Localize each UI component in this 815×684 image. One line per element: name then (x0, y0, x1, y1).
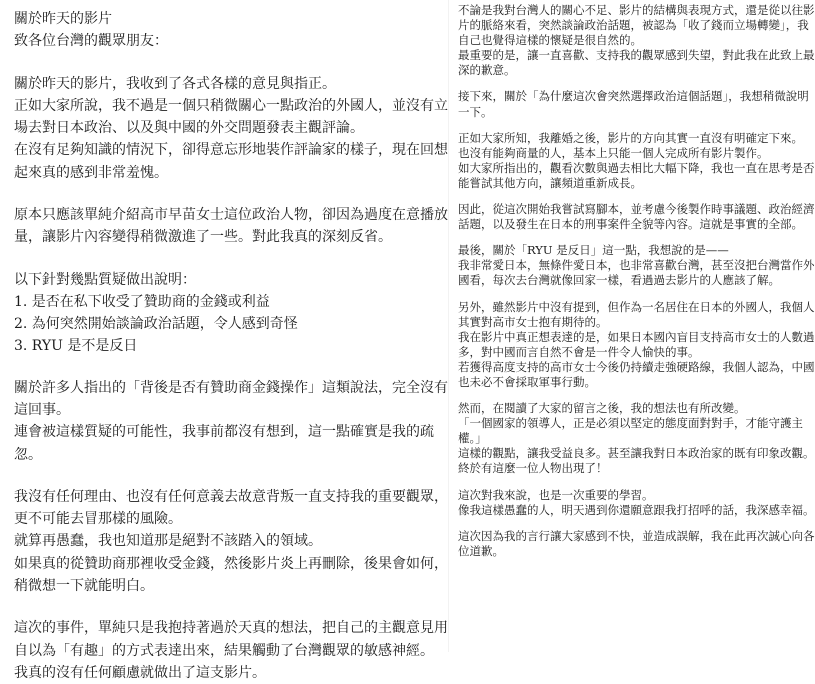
text-line: 就算再愚蠢，我也知道那是絕對不該踏入的領域。 (14, 533, 322, 550)
paragraph (458, 299, 815, 391)
text-line: 位道歉。 (458, 543, 504, 558)
text-line: 正如大家所知，我離婚之後，影片的方向其實一直沒有明確定下來。 (458, 130, 803, 145)
paragraph (14, 8, 443, 53)
paragraph (458, 202, 815, 232)
text-line: 正如大家所說，我不過是一個只稍微關心一點政治的外國人，並沒有立 (14, 97, 448, 114)
text-line: 能嘗試其他方向，讓頻道重新成長。 (458, 175, 642, 190)
paragraph (14, 377, 448, 466)
paragraph (14, 617, 448, 684)
text-line: 原本只應該單純介紹高市早苗女士這位政治人物，卻因為過度在意播放 (14, 207, 448, 224)
text-line: 我非常愛日本，無條件愛日本，也非常喜歡台灣，甚至沒把台灣當作外 (458, 258, 815, 273)
text-line: 在沒有足夠知識的情況下，卻得意忘形地裝作評論家的樣子，現在回想 (14, 142, 448, 159)
text-line: 接下來，關於「為什麼這次會突然選擇政治這個話題」，我想稍微說明 (458, 89, 809, 104)
text-line: 這次因為我的言行讓大家感到不快，並造成誤解，我在此再次誠心向各 (458, 528, 815, 543)
text-line: 最後，關於「RYU 是反日」這一點，我想說的是—— (458, 243, 729, 258)
text-line: 不論是我對台灣人的關心不足、影片的結構與表現方式，還是從以往影 (458, 3, 815, 17)
paragraph (458, 89, 809, 119)
text-line: 我沒有任何理由、也沒有任何意義去故意背叛一直支持我的重要觀眾， (14, 488, 448, 505)
text-line: 這次的事件，單純只是我抱持著過於天真的想法，把自己的主觀意見用 (14, 620, 448, 637)
text-line: 自以為「有趣」的方式表達出來，結果觸動了台灣觀眾的敏感神經。 (14, 642, 434, 659)
text-line: 忽。 (14, 446, 42, 463)
text-line: 也未必不會採取軍事行動。 (458, 374, 596, 389)
text-line: 3. RYU 是不是反日 (14, 337, 138, 354)
text-line: 1. 是否在私下收受了贊助商的金錢或利益 (14, 293, 270, 310)
text-line: 自己也覺得這樣的懷疑是很自然的。 (458, 33, 642, 48)
text-line: 以下針對幾點質疑做出說明： (14, 271, 196, 288)
text-line: 2. 為何突然開始談論政治話題，令人感到奇怪 (14, 315, 298, 332)
text-line: 這次對我來說，也是一次重要的學習。 (458, 487, 654, 502)
paragraph (14, 269, 443, 357)
text-line: 如果真的從贊助商那裡收受金錢，然後影片炎上再刪除，後果會如何， (14, 555, 448, 572)
text-line: 這樣的觀點，讓我受益良多。甚至讓我對日本政治家的既有印象改觀。 (458, 446, 815, 461)
text-line: 片的脈絡來看，突然談論政治話題，被認為「收了錢而立場轉變」，我 (458, 18, 809, 33)
text-line: 關於昨天的影片 (14, 11, 112, 27)
text-line: 若獲得高度支持的高市女士今後仍持續走強硬路線，我個人認為，中國 (458, 359, 815, 374)
text-line: 關於許多人指出的「背後是否有贊助商金錢操作」這類說法，完全沒有 (14, 379, 448, 396)
text-line: 連會被這樣質疑的可能性，我事前都沒有想到，這一點確實是我的疏 (14, 424, 434, 441)
text-line: 另外，雖然影片中沒有提到，但作為一名居住在日本的外國人，我個人 (458, 299, 815, 314)
text-line: 其實對高市女士抱有期待的。 (458, 314, 608, 329)
paragraph (14, 73, 448, 184)
text-line: 然而，在閱讀了大家的留言之後，我的想法也有所改變。 (458, 401, 746, 416)
paragraph (458, 3, 815, 78)
text-line: 量，讓影片內容變得稍微激進了一些。對此我真的深刻反省。 (14, 229, 392, 246)
text-line: 關於昨天的影片，我收到了各式各樣的意見與指正。 (14, 75, 336, 92)
paragraph (458, 130, 815, 191)
text-line: 致各位台灣的觀眾朋友： (14, 33, 168, 50)
text-line: 最重要的是，讓一直喜歡、支持我的觀眾感到失望，對此我在此致上最 (458, 48, 815, 63)
paragraph (458, 528, 815, 559)
paragraph (458, 243, 815, 288)
text-line: 終於有這麼一位人物出現了！ (458, 461, 608, 476)
text-line: 深的歉意。 (458, 63, 516, 78)
paragraph (14, 204, 448, 249)
text-line: 一下。 (458, 104, 493, 119)
text-line: 因此，從這次開始我嘗試寫腳本，並考慮今後製作時事議題、政治經濟 (458, 202, 815, 217)
text-line: 如大家所指出的，觀看次數與過去相比大幅下降，我也一直在思考是否 (458, 160, 815, 175)
text-line: 話題，以及發生在日本的刑事案件全貌等內容。這就是事實的全部。 (458, 217, 803, 232)
right-letter-panel (448, 0, 815, 652)
text-line: 權。」 (458, 431, 487, 446)
paragraph (458, 487, 815, 518)
paragraph (458, 401, 815, 476)
text-line: 「一個國家的領導人，正是必須以堅定的態度面對對手，才能守護主 (458, 416, 803, 431)
text-line: 這回事。 (14, 401, 70, 418)
text-line: 也沒有能夠商量的人，基本上只能一個人完成所有影片製作。 (458, 145, 769, 160)
text-line: 多，對中國而言自然不會是一件令人愉快的事。 (458, 344, 700, 359)
text-line: 國看，每次去台灣就像回家一樣，看過過去影片的人應該了解。 (458, 273, 780, 288)
text-line: 場去對日本政治、以及與中國的外交問題發表主觀評論。 (14, 120, 364, 137)
text-line: 起來真的感到非常羞愧。 (14, 164, 168, 181)
text-line: 稍微想一下就能明白。 (14, 578, 154, 595)
text-line: 我真的沒有任何顧慮就做出了這支影片。 (14, 664, 266, 681)
text-line: 更不可能去冒那樣的風險。 (14, 511, 182, 528)
text-line: 我在影片中真正想表達的是，如果日本國內盲目支持高市女士的人數過 (458, 329, 815, 344)
text-line: 像我這樣愚蠢的人，明天遇到你還願意跟我打招呼的話，我深感幸福。 (458, 502, 815, 517)
paragraph (14, 486, 448, 597)
